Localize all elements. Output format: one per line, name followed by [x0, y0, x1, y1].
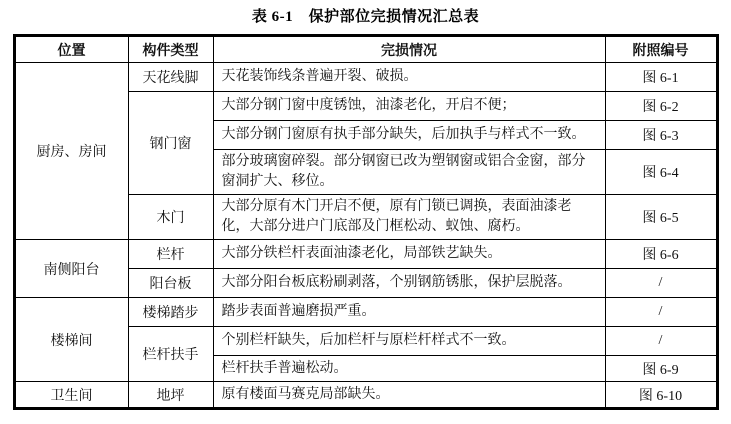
column-header-location: 位置	[14, 36, 128, 63]
cell-component: 钢门窗	[128, 92, 213, 195]
cell-photo: /	[605, 327, 717, 356]
cell-component: 阳台板	[128, 269, 213, 298]
cell-photo: 图 6-5	[605, 195, 717, 240]
cell-component: 木门	[128, 195, 213, 240]
cell-photo: 图 6-9	[605, 356, 717, 382]
table-row	[14, 63, 717, 92]
column-header-condition: 完损情况	[213, 36, 605, 63]
cell-component: 地坪	[128, 382, 213, 409]
cell-condition: 个别栏杆缺失，后加栏杆与原栏杆样式不一致。	[213, 327, 605, 356]
column-header-photo: 附照编号	[605, 36, 717, 63]
damage-summary-table	[13, 34, 719, 410]
cell-condition: 大部分钢门窗中度锈蚀，油漆老化，开启不便；	[213, 92, 605, 121]
cell-component: 栏杆扶手	[128, 327, 213, 382]
cell-condition: 大部分原有木门开启不便，原有门锁已调换，表面油漆老化，大部分进户门底部及门框松动、蚁蚀、腐朽。	[213, 195, 605, 240]
cell-component: 栏杆	[128, 240, 213, 269]
cell-photo: 图 6-1	[605, 63, 717, 92]
cell-location: 南侧阳台	[14, 240, 128, 298]
cell-condition: 大部分阳台板底粉刷剥落，个别钢筋锈胀，保护层脱落。	[213, 269, 605, 298]
table-row	[14, 298, 717, 327]
table-row	[14, 382, 717, 409]
cell-location: 卫生间	[14, 382, 128, 409]
column-header-component: 构件类型	[128, 36, 213, 63]
cell-condition: 大部分钢门窗原有执手部分缺失，后加执手与样式不一致。	[213, 121, 605, 150]
cell-photo: 图 6-6	[605, 240, 717, 269]
cell-location: 厨房、房间	[14, 63, 128, 240]
cell-photo: 图 6-2	[605, 92, 717, 121]
cell-photo: 图 6-3	[605, 121, 717, 150]
cell-condition: 栏杆扶手普遍松动。	[213, 356, 605, 382]
cell-component: 楼梯踏步	[128, 298, 213, 327]
cell-condition: 大部分铁栏杆表面油漆老化，局部铁艺缺失。	[213, 240, 605, 269]
cell-photo: 图 6-10	[605, 382, 717, 409]
page-title: 表 6-1 保护部位完损情况汇总表	[251, 9, 480, 25]
cell-condition: 原有楼面马赛克局部缺失。	[213, 382, 605, 409]
cell-condition: 踏步表面普遍磨损严重。	[213, 298, 605, 327]
cell-location: 楼梯间	[14, 298, 128, 382]
table-row	[14, 240, 717, 269]
cell-condition: 部分玻璃窗碎裂。部分钢窗已改为塑钢窗或铝合金窗，部分窗洞扩大、移位。	[213, 150, 605, 195]
cell-photo: /	[605, 298, 717, 327]
cell-photo: 图 6-4	[605, 150, 717, 195]
cell-condition: 天花装饰线条普遍开裂、破损。	[213, 63, 605, 92]
cell-component: 天花线脚	[128, 63, 213, 92]
cell-photo: /	[605, 269, 717, 298]
header-row	[14, 36, 717, 63]
